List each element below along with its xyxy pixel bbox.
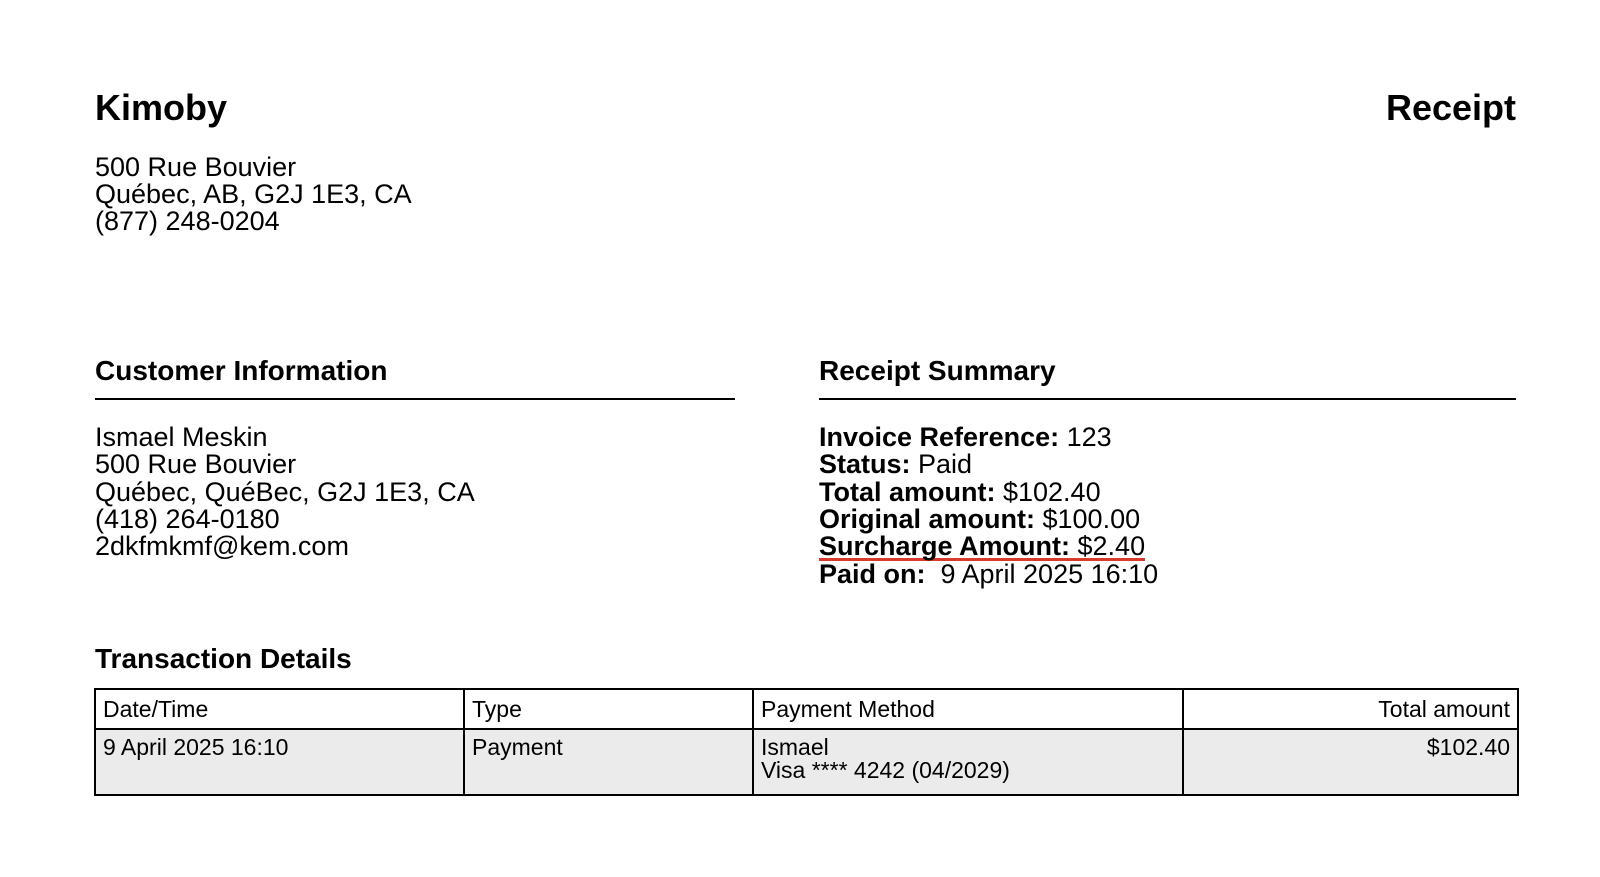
customer-city: Québec, QuéBec, G2J 1E3, CA: [95, 476, 475, 507]
original-amount-label: Original amount:: [819, 503, 1035, 534]
original-amount-row: [819, 503, 1158, 534]
transaction-table: [94, 688, 1519, 796]
original-amount-value: $100.00: [1035, 503, 1141, 534]
surcharge-amount-value: $2.40: [1070, 531, 1146, 562]
document-title: Receipt: [1385, 87, 1516, 128]
transaction-details-title: Transaction Details: [95, 643, 352, 674]
transaction-header-row: [95, 689, 1518, 729]
invoice-reference-row: [819, 424, 1158, 451]
invoice-reference-label: Invoice Reference:: [819, 422, 1060, 452]
customer-email: 2dkfmkmf@kem.com: [95, 531, 349, 562]
surcharge-highlight: [819, 531, 1146, 562]
status-value: Paid: [910, 449, 973, 480]
customer-details: [95, 424, 475, 560]
total-amount-value: $102.40: [995, 476, 1101, 507]
payment-payer: Ismael: [761, 734, 829, 760]
surcharge-amount-label: Surcharge Amount:: [819, 531, 1071, 562]
status-label: Status:: [819, 449, 911, 480]
column-header-payment-method: Payment Method: [753, 689, 1183, 729]
cell-type: Payment: [464, 729, 753, 795]
company-address-street: 500 Rue Bouvier: [95, 152, 297, 182]
invoice-reference-value: 123: [1059, 422, 1112, 452]
column-header-type: Type: [464, 689, 753, 729]
table-row: [95, 729, 1518, 795]
total-amount-row: [819, 476, 1158, 507]
status-row: [819, 451, 1158, 478]
column-header-total-amount: Total amount: [1183, 689, 1518, 729]
customer-phone: (418) 264-0180: [95, 503, 280, 534]
cell-payment-method: [753, 729, 1183, 795]
company-phone: (877) 248-0204: [95, 206, 280, 236]
company-address: [95, 154, 412, 235]
cell-datetime: 9 April 2025 16:10: [95, 729, 464, 795]
column-header-datetime: Date/Time: [95, 689, 464, 729]
receipt-summary: [819, 424, 1158, 588]
customer-street: 500 Rue Bouvier: [95, 449, 297, 480]
company-address-city: Québec, AB, G2J 1E3, CA: [95, 179, 412, 209]
summary-divider: [819, 398, 1516, 400]
company-name: Kimoby: [95, 87, 228, 128]
cell-total-amount: $102.40: [1183, 729, 1518, 795]
receipt-summary-title: Receipt Summary: [819, 355, 1056, 386]
payment-card: Visa **** 4242 (04/2029): [761, 757, 1010, 783]
total-amount-label: Total amount:: [819, 476, 996, 507]
paid-on-value: 9 April 2025 16:10: [925, 559, 1159, 590]
customer-name: Ismael Meskin: [95, 422, 268, 452]
surcharge-amount-row: [819, 533, 1158, 561]
paid-on-row: [819, 561, 1158, 588]
customer-information-title: Customer Information: [95, 355, 388, 386]
paid-on-label: Paid on:: [819, 559, 926, 590]
customer-divider: [95, 398, 735, 400]
